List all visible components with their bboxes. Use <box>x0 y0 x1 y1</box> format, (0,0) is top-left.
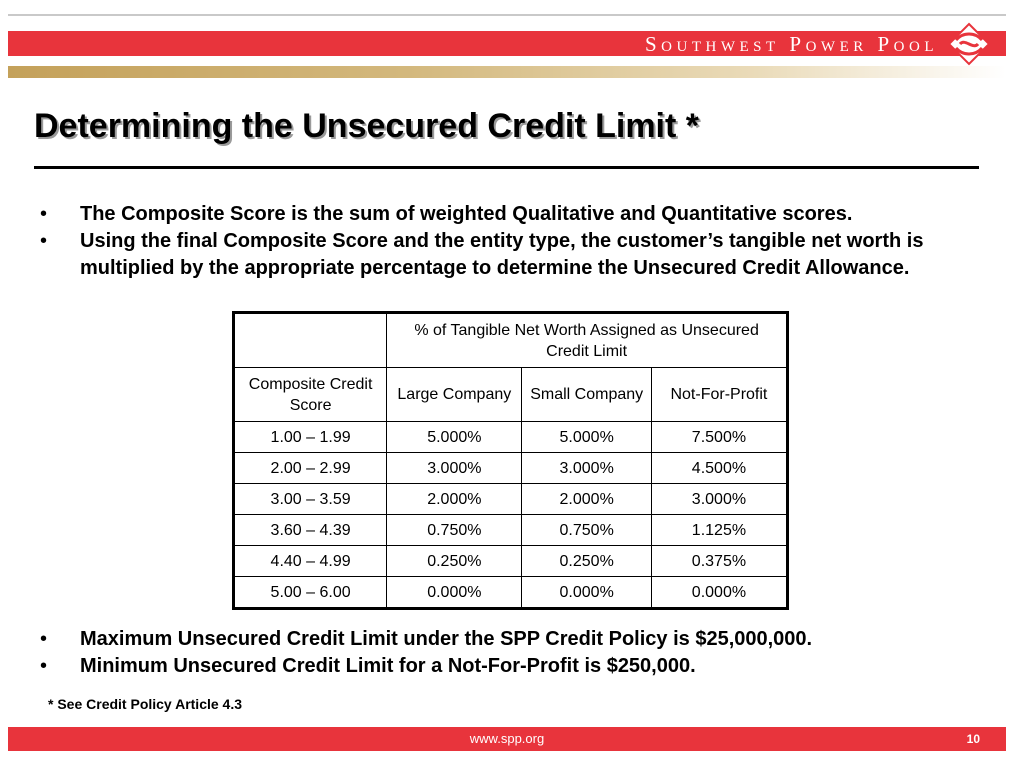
table-cell: 2.000% <box>522 484 651 515</box>
table-row <box>234 577 788 609</box>
table-cell: 0.750% <box>387 515 522 546</box>
brand-name: Southwest Power Pool <box>644 32 938 56</box>
table-cell: 3.60 – 4.39 <box>234 515 387 546</box>
table-cell: 5.000% <box>387 422 522 453</box>
table-cell: 4.40 – 4.99 <box>234 546 387 577</box>
table-cell: 3.000% <box>651 484 787 515</box>
header-accent-band <box>8 66 1006 78</box>
top-divider <box>8 14 1006 16</box>
column-header-large: Large Company <box>387 368 522 422</box>
table-cell: 0.000% <box>522 577 651 609</box>
column-header-small: Small Company <box>522 368 651 422</box>
table-group-header: % of Tangible Net Worth Assigned as Unsecured Credit Limit <box>387 313 788 368</box>
bullet-list-bottom <box>38 626 968 680</box>
table-row <box>234 546 788 577</box>
table-row <box>234 484 788 515</box>
column-header-nonprofit: Not-For-Profit <box>651 368 787 422</box>
table-cell: 0.375% <box>651 546 787 577</box>
table-cell: 0.000% <box>651 577 787 609</box>
bullet-text: The Composite Score is the sum of weighted Qualitative and Quantitative scores. <box>80 203 853 225</box>
bullet-marker: • <box>40 203 48 225</box>
bullet-item <box>38 201 968 228</box>
table-cell: 2.000% <box>387 484 522 515</box>
table-cell: 3.00 – 3.59 <box>234 484 387 515</box>
table-cell: 5.000% <box>522 422 651 453</box>
table-cell: 0.000% <box>387 577 522 609</box>
bullet-item <box>38 228 968 282</box>
table-cell: 5.00 – 6.00 <box>234 577 387 609</box>
table-cell: 3.000% <box>522 453 651 484</box>
table-cell: 4.500% <box>651 453 787 484</box>
table-row <box>234 422 788 453</box>
table-corner-cell <box>234 313 387 368</box>
table-cell: 0.250% <box>387 546 522 577</box>
title-underline <box>34 166 979 169</box>
bullet-text: Using the final Composite Score and the entity type, the customer’s tangible net worth is multiplied by the appropriate percentage to determine the Unsecured Credit Allowance. <box>80 230 924 279</box>
footnote: * See Credit Policy Article 4.3 <box>48 696 243 712</box>
credit-limit-table <box>232 311 789 610</box>
table-cell: 7.500% <box>651 422 787 453</box>
table-header-row <box>234 313 788 368</box>
bullet-marker: • <box>40 230 48 252</box>
table-cell: 0.250% <box>522 546 651 577</box>
spp-logo-icon <box>947 22 991 66</box>
table-cell: 3.000% <box>387 453 522 484</box>
bullet-item <box>38 653 968 680</box>
table-row <box>234 453 788 484</box>
slide-title: Determining the Unsecured Credit Limit * <box>34 107 699 145</box>
footer-url-link[interactable]: www.spp.org <box>469 731 545 746</box>
table-cell: 1.125% <box>651 515 787 546</box>
table-cell: 0.750% <box>522 515 651 546</box>
bullet-text: Minimum Unsecured Credit Limit for a Not-For-Profit is $250,000. <box>80 655 696 677</box>
bullet-list-top <box>38 201 968 282</box>
table-cell: 1.00 – 1.99 <box>234 422 387 453</box>
bullet-item <box>38 626 968 653</box>
bullet-text: Maximum Unsecured Credit Limit under the SPP Credit Policy is $25,000,000. <box>80 628 813 650</box>
table-column-header-row <box>234 368 788 422</box>
page-number: 10 <box>966 732 980 746</box>
footer-band <box>8 727 1006 751</box>
bullet-marker: • <box>40 628 48 650</box>
bullet-marker: • <box>40 655 48 677</box>
table-row <box>234 515 788 546</box>
column-header-score: Composite Credit Score <box>234 368 387 422</box>
table-cell: 2.00 – 2.99 <box>234 453 387 484</box>
